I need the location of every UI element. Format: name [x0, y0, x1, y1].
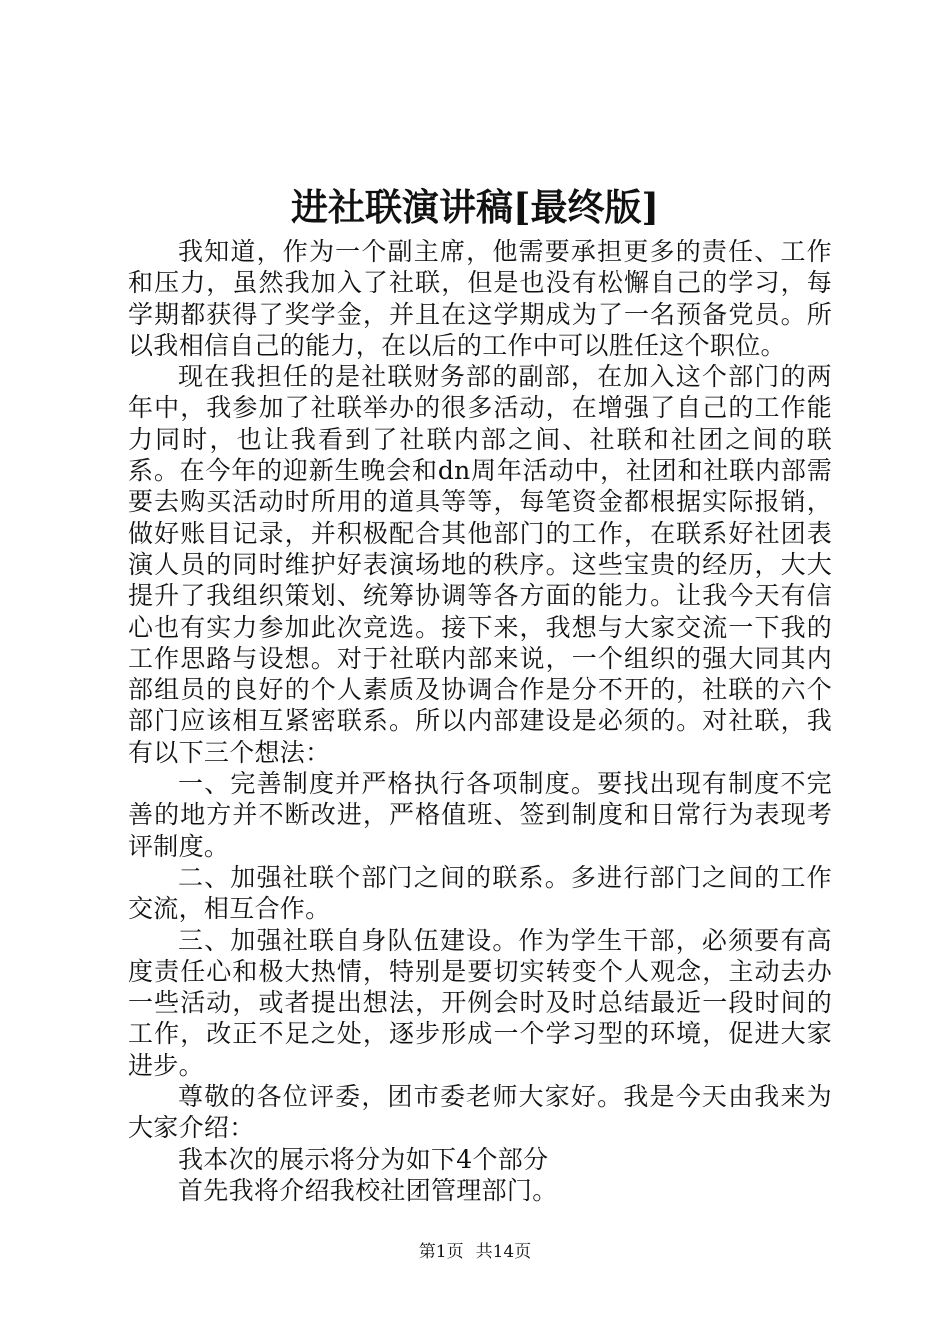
paragraph-2: 现在我担任的是社联财务部的副部，在加入这个部门的两年中，我参加了社联举办的很多活动，在增强了自己的工作能力同时，也让我看到了社联内部之间、社联和社团之间的联系。在今年的迎新生晚会和dn周年活动中，社团和社联内部需要去购买活动时所用的道具等等，每笔资金都根据实际报销，做好账目记录，并积极配合其他部门的工作，在联系好社团表演人员的同时维护好表演场地的秩序。这些宝贵的经历，大大提升了我组织策划、统筹协调等各方面的能力。让我今天有信心也有实力参加此次竞选。接下来，我想与大家交流一下我的工作思路与设想。对于社联内部来说，一个组织的强大同其内部组员的良好的个人素质及协调合作是分不开的，社联的六个部门应该相互紧密联系。所以内部建设是必须的。对社联，我有以下三个想法：: [128, 362, 832, 767]
page-total: 共14页: [475, 1242, 532, 1262]
paragraph-3: 一、完善制度并严格执行各项制度。要找出现有制度不完善的地方并不断改进，严格值班、签到制度和日常行为表现考评制度。: [128, 769, 832, 861]
page-footer: [0, 1240, 950, 1264]
paragraph-6: 尊敬的各位评委，团市委老师大家好。我是今天由我来为大家介绍：: [128, 1082, 832, 1143]
paragraph-8: 首先我将介绍我校社团管理部门。: [178, 1175, 558, 1205]
paragraph-1: 我知道，作为一个副主席，他需要承担更多的责任、工作和压力，虽然我加入了社联，但是也没有松懈自己的学习，每学期都获得了奖学金，并且在这学期成为了一名预备党员。所以我相信自己的能力，在以后的工作中可以胜任这个职位。: [128, 237, 832, 360]
paragraph-7: 我本次的展示将分为如下4个部分: [178, 1144, 549, 1174]
paragraph-5: 三、加强社联自身队伍建设。作为学生干部，必须要有高度责任心和极大热情，特别是要切实转变个人观念，主动去办一些活动，或者提出想法，开例会时及时总结最近一段时间的工作，改正不足之处，逐步形成一个学习型的环境，促进大家进步。: [128, 925, 832, 1080]
document-body: [128, 236, 832, 1206]
page-number: 第1页: [418, 1242, 464, 1262]
document-title: 进社联演讲稿[最终版]: [290, 185, 659, 229]
paragraph-4: 二、加强社联个部门之间的联系。多进行部门之间的工作交流，相互合作。: [128, 862, 832, 924]
